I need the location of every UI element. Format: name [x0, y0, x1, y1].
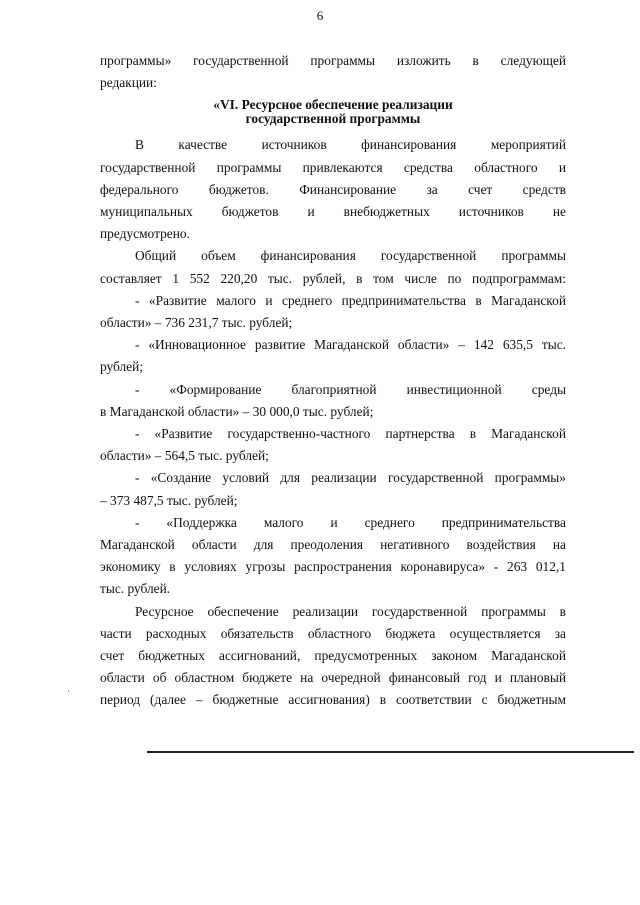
intro-line: программы» государственной программы изложить в следующей [100, 53, 566, 68]
list-item-line: Магаданской области для преодоления негативного воздействия на [100, 537, 566, 553]
list-item-line: - «Формирование благоприятной инвестиционной среды [135, 381, 566, 397]
paragraph-line: В качестве источников финансирования мероприятий [135, 137, 566, 153]
paragraph-line: составляет 1 552 220,20 тыс. рублей, в том числе по подпрограммам: [100, 270, 566, 286]
paragraph-line: федерального бюджетов. Финансирование за счет средств [100, 181, 566, 197]
list-item-line: - «Инновационное развитие Магаданской области» – 142 635,5 тыс. [135, 337, 566, 353]
paragraph-line: предусмотрено. [100, 226, 190, 242]
list-item-line: - «Поддержка малого и среднего предпринимательства [135, 514, 566, 530]
section-heading [100, 98, 566, 126]
subprogram-item [100, 467, 566, 511]
footer-rule [147, 751, 634, 753]
list-item-line: тыс. рублей. [100, 581, 171, 597]
paragraph-line: Общий объем финансирования государственной программы [135, 248, 566, 264]
subprogram-item [100, 423, 566, 467]
paragraph-line: области об областном бюджете на очередной финансовый год и плановый [100, 670, 566, 686]
list-item-line: в Магаданской области» – 30 000,0 тыс. рублей; [100, 403, 374, 419]
list-item-line: рублей; [100, 359, 144, 375]
page-number: 6 [316, 8, 324, 23]
list-item-line: экономику в условиях угрозы распространения коронавируса» - 263 012,1 [100, 559, 566, 575]
paragraph-line: счет бюджетных ассигнований, предусмотренных законом Магаданской [100, 648, 566, 664]
paragraph-line: муниципальных бюджетов и внебюджетных источников не [100, 204, 566, 220]
subprogram-item [100, 512, 566, 601]
subprogram-item [100, 379, 566, 423]
paragraph-line: государственной программы привлекаются средства областного и [100, 159, 566, 175]
intro-line: редакции: [100, 75, 157, 91]
list-item-line: - «Развитие государственно-частного партнерства в Магаданской [135, 426, 566, 442]
list-item-line: - «Развитие малого и среднего предпринимательства в Магаданской [135, 292, 566, 308]
subprogram-item [100, 334, 566, 378]
list-item-line: области» – 736 231,7 тыс. рублей; [100, 315, 293, 331]
subprogram-item [100, 290, 566, 334]
paragraph-budget-allocations [100, 601, 566, 712]
scan-speck [68, 690, 69, 692]
list-item-line: - «Создание условий для реализации государственной программы» [135, 470, 566, 486]
document-body [100, 50, 566, 712]
section-heading-line: «VI. Ресурсное обеспечение реализации [213, 97, 453, 113]
paragraph-line: период (далее – бюджетные ассигнования) в соответствии с бюджетным [100, 692, 566, 708]
paragraph-line: части расходных обязательств областного бюджета осуществляется за [100, 625, 566, 641]
paragraph-funding-sources [100, 134, 566, 245]
list-item-line: – 373 487,5 тыс. рублей; [100, 492, 238, 508]
paragraph-total-funding [100, 245, 566, 289]
list-item-line: области» – 564,5 тыс. рублей; [100, 448, 269, 464]
section-heading-line: государственной программы [245, 111, 421, 127]
paragraph-line: Ресурсное обеспечение реализации государственной программы в [135, 603, 566, 619]
